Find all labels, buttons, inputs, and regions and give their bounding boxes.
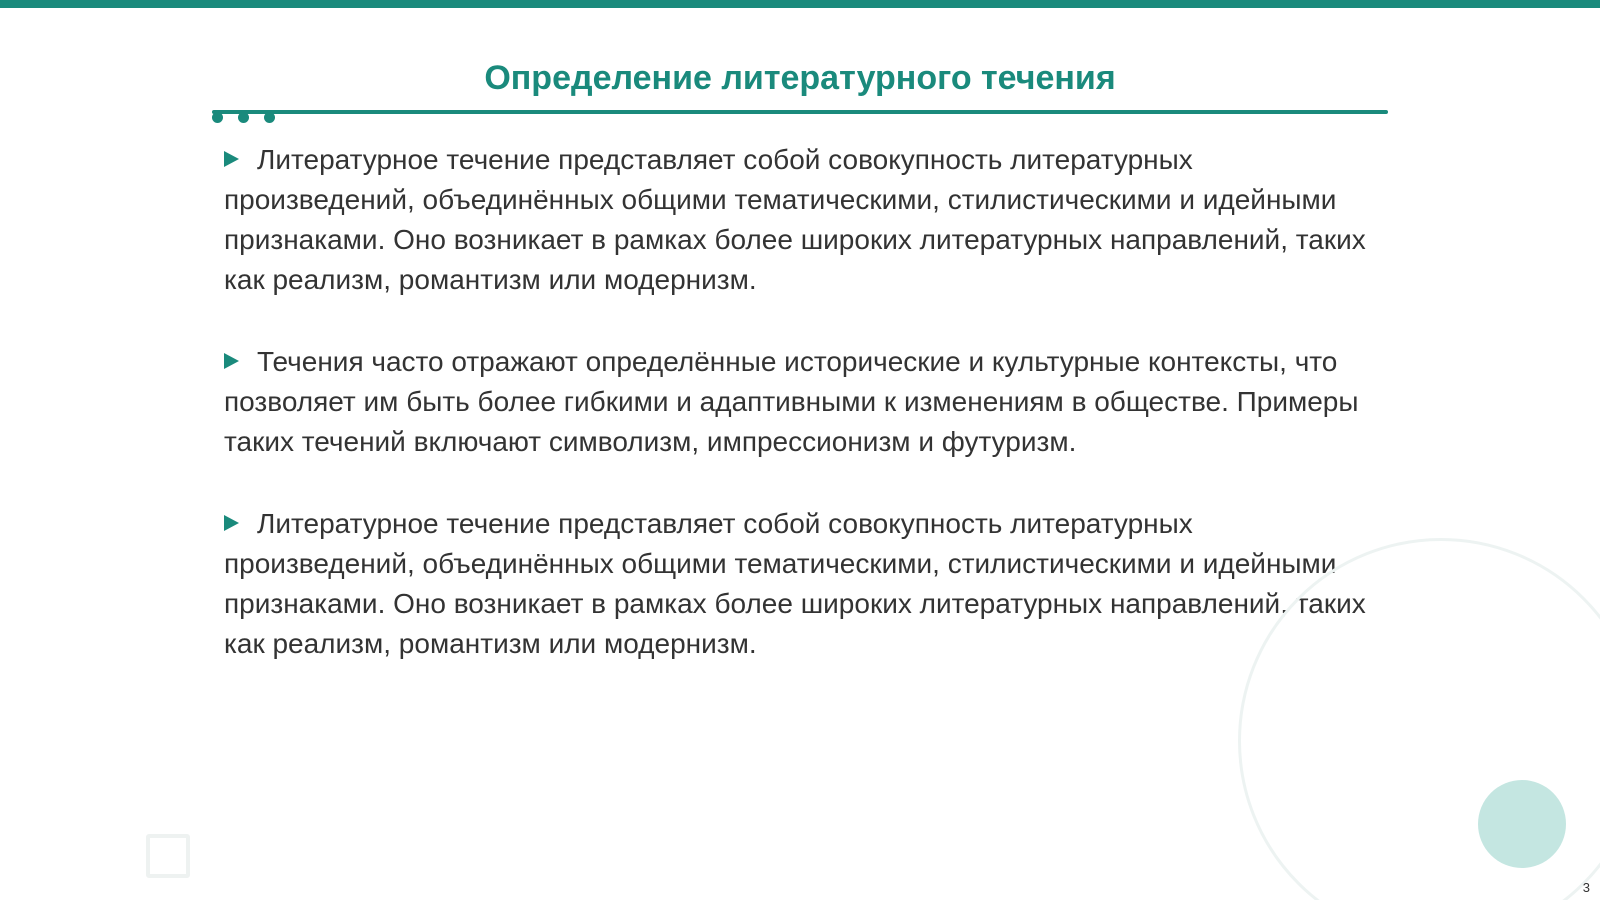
dot-icon [264, 112, 275, 123]
triangle-right-icon [224, 515, 239, 531]
bullet-item [224, 140, 1374, 300]
triangle-right-icon [224, 151, 239, 167]
page-number: 3 [1582, 880, 1590, 895]
bullet-item [224, 342, 1374, 462]
title-underline [212, 110, 1388, 114]
triangle-right-icon [224, 353, 239, 369]
bullet-item [224, 504, 1374, 664]
underline-dots-icon [212, 112, 282, 124]
bullet-text: Литературное течение представляет собой совокупность литературных произведений, объединённых общими тематическими, стилистическими и идейными признаками. Оно возникает в рамках более широких литературных направлений, таких как реализм, романтизм или модернизм. [224, 508, 1366, 659]
decorative-disc [1478, 780, 1566, 868]
dot-icon [238, 112, 249, 123]
slide-title: Определение литературного течения [484, 59, 1116, 97]
dot-icon [212, 112, 223, 123]
bullet-text: Течения часто отражают определённые исторические и культурные контексты, что позволяет им быть более гибкими и адаптивными к изменениям в обществе. Примеры таких течений включают символизм, импрессионизм и футуризм. [224, 346, 1359, 457]
bullet-list [224, 140, 1374, 706]
bullet-text: Литературное течение представляет собой совокупность литературных произведений, объединённых общими тематическими, стилистическими и идейными признаками. Оно возникает в рамках более широких литературных направлений, таких как реализм, романтизм или модернизм. [224, 144, 1366, 295]
top-accent-bar [0, 0, 1600, 8]
decorative-square [146, 834, 190, 878]
